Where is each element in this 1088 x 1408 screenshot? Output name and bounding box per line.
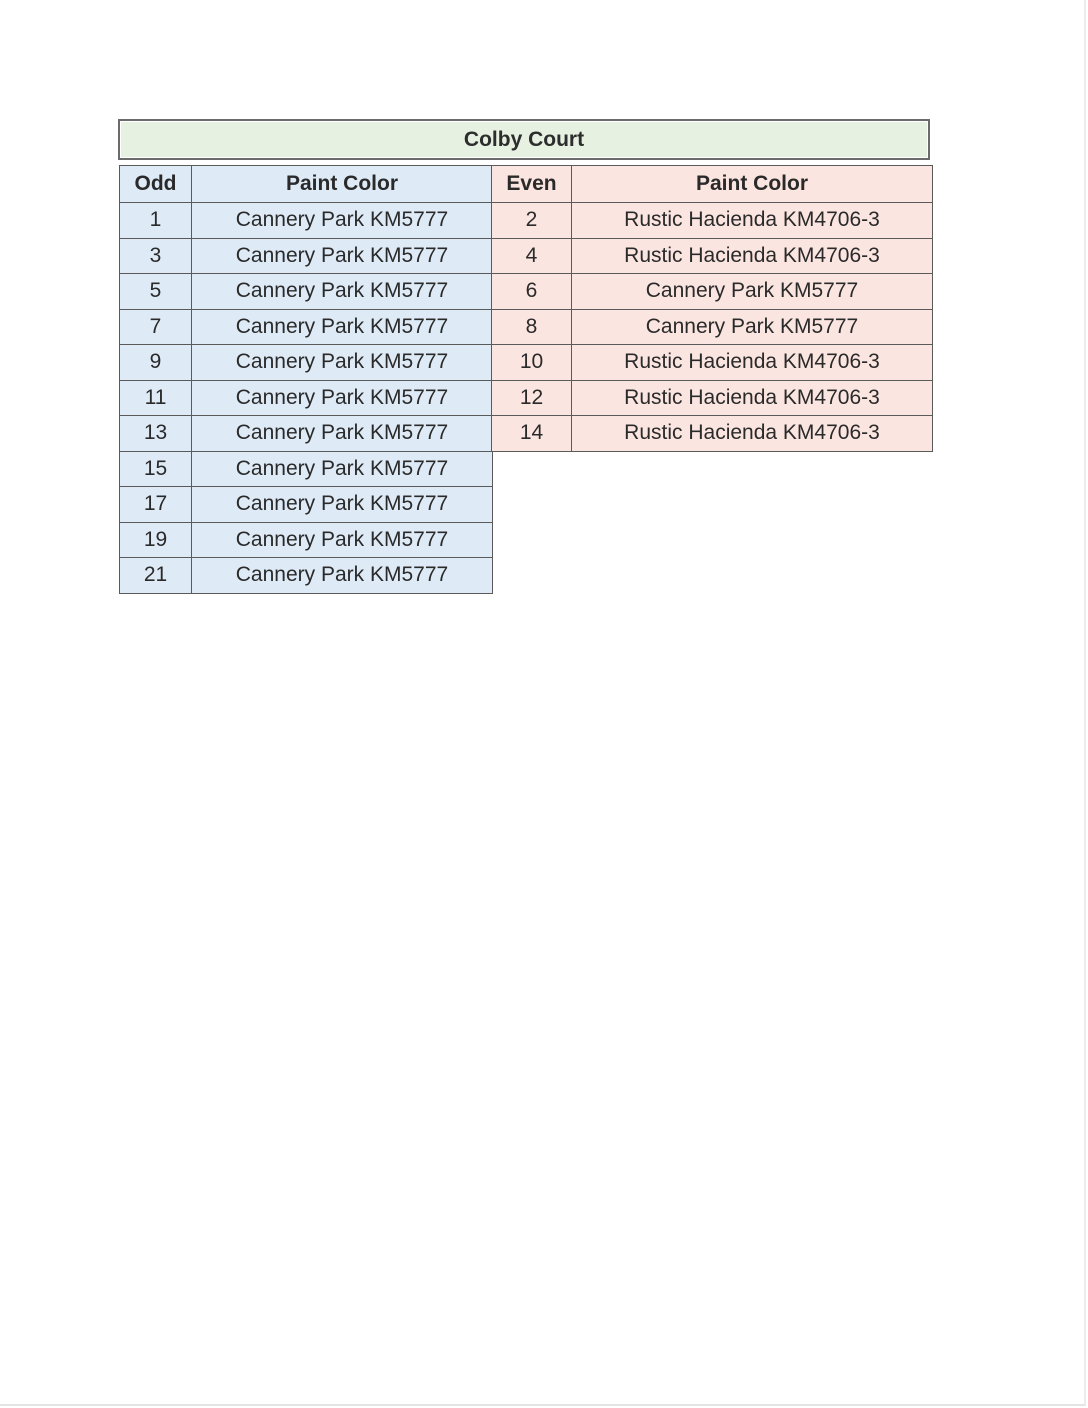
odd-header-row: [120, 166, 493, 203]
table-row: [120, 487, 493, 523]
table-row: [492, 345, 933, 381]
table-row: [492, 416, 933, 452]
table-row: [120, 309, 493, 345]
odd-paint-color: Cannery Park KM5777: [192, 380, 493, 416]
table-row: [120, 345, 493, 381]
table-title: Colby Court: [118, 119, 930, 160]
even-table-body: [492, 203, 933, 452]
table-row: [492, 274, 933, 310]
table-row: [120, 416, 493, 452]
odd-paint-color: Cannery Park KM5777: [192, 522, 493, 558]
even-header-row: [492, 166, 933, 203]
table-row: [492, 380, 933, 416]
odd-house-number: 1: [120, 203, 192, 239]
table-row: [120, 380, 493, 416]
even-house-number: 2: [492, 203, 572, 239]
odd-house-number: 5: [120, 274, 192, 310]
even-paint-color: Rustic Hacienda KM4706-3: [572, 345, 933, 381]
odd-house-number: 19: [120, 522, 192, 558]
table-row: [120, 203, 493, 239]
odd-house-number: 7: [120, 309, 192, 345]
even-number-header: Even: [492, 166, 572, 203]
odd-house-number: 3: [120, 238, 192, 274]
even-house-number: 12: [492, 380, 572, 416]
even-paint-color: Rustic Hacienda KM4706-3: [572, 416, 933, 452]
even-house-number: 8: [492, 309, 572, 345]
table-row: [120, 238, 493, 274]
even-addresses-table: [491, 165, 933, 452]
odd-house-number: 9: [120, 345, 192, 381]
odd-addresses-table: [119, 165, 493, 594]
even-house-number: 6: [492, 274, 572, 310]
even-paint-color: Rustic Hacienda KM4706-3: [572, 380, 933, 416]
odd-paint-color: Cannery Park KM5777: [192, 274, 493, 310]
odd-paint-color: Cannery Park KM5777: [192, 238, 493, 274]
odd-paint-color: Cannery Park KM5777: [192, 416, 493, 452]
odd-paint-color: Cannery Park KM5777: [192, 309, 493, 345]
even-house-number: 10: [492, 345, 572, 381]
odd-paint-color: Cannery Park KM5777: [192, 487, 493, 523]
table-row: [492, 238, 933, 274]
table-row: [120, 558, 493, 594]
even-paint-color-header: Paint Color: [572, 166, 933, 203]
even-paint-color: Cannery Park KM5777: [572, 274, 933, 310]
odd-house-number: 17: [120, 487, 192, 523]
odd-house-number: 21: [120, 558, 192, 594]
even-paint-color: Cannery Park KM5777: [572, 309, 933, 345]
odd-house-number: 15: [120, 451, 192, 487]
table-row: [492, 309, 933, 345]
odd-paint-color: Cannery Park KM5777: [192, 203, 493, 239]
odd-house-number: 11: [120, 380, 192, 416]
table-row: [120, 522, 493, 558]
odd-house-number: 13: [120, 416, 192, 452]
table-row: [120, 274, 493, 310]
table-row: [492, 203, 933, 239]
odd-paint-color: Cannery Park KM5777: [192, 558, 493, 594]
odd-paint-color: Cannery Park KM5777: [192, 345, 493, 381]
odd-paint-color-header: Paint Color: [192, 166, 493, 203]
odd-number-header: Odd: [120, 166, 192, 203]
even-paint-color: Rustic Hacienda KM4706-3: [572, 203, 933, 239]
table-row: [120, 451, 493, 487]
even-house-number: 14: [492, 416, 572, 452]
even-paint-color: Rustic Hacienda KM4706-3: [572, 238, 933, 274]
odd-paint-color: Cannery Park KM5777: [192, 451, 493, 487]
odd-table-body: [120, 203, 493, 594]
even-house-number: 4: [492, 238, 572, 274]
